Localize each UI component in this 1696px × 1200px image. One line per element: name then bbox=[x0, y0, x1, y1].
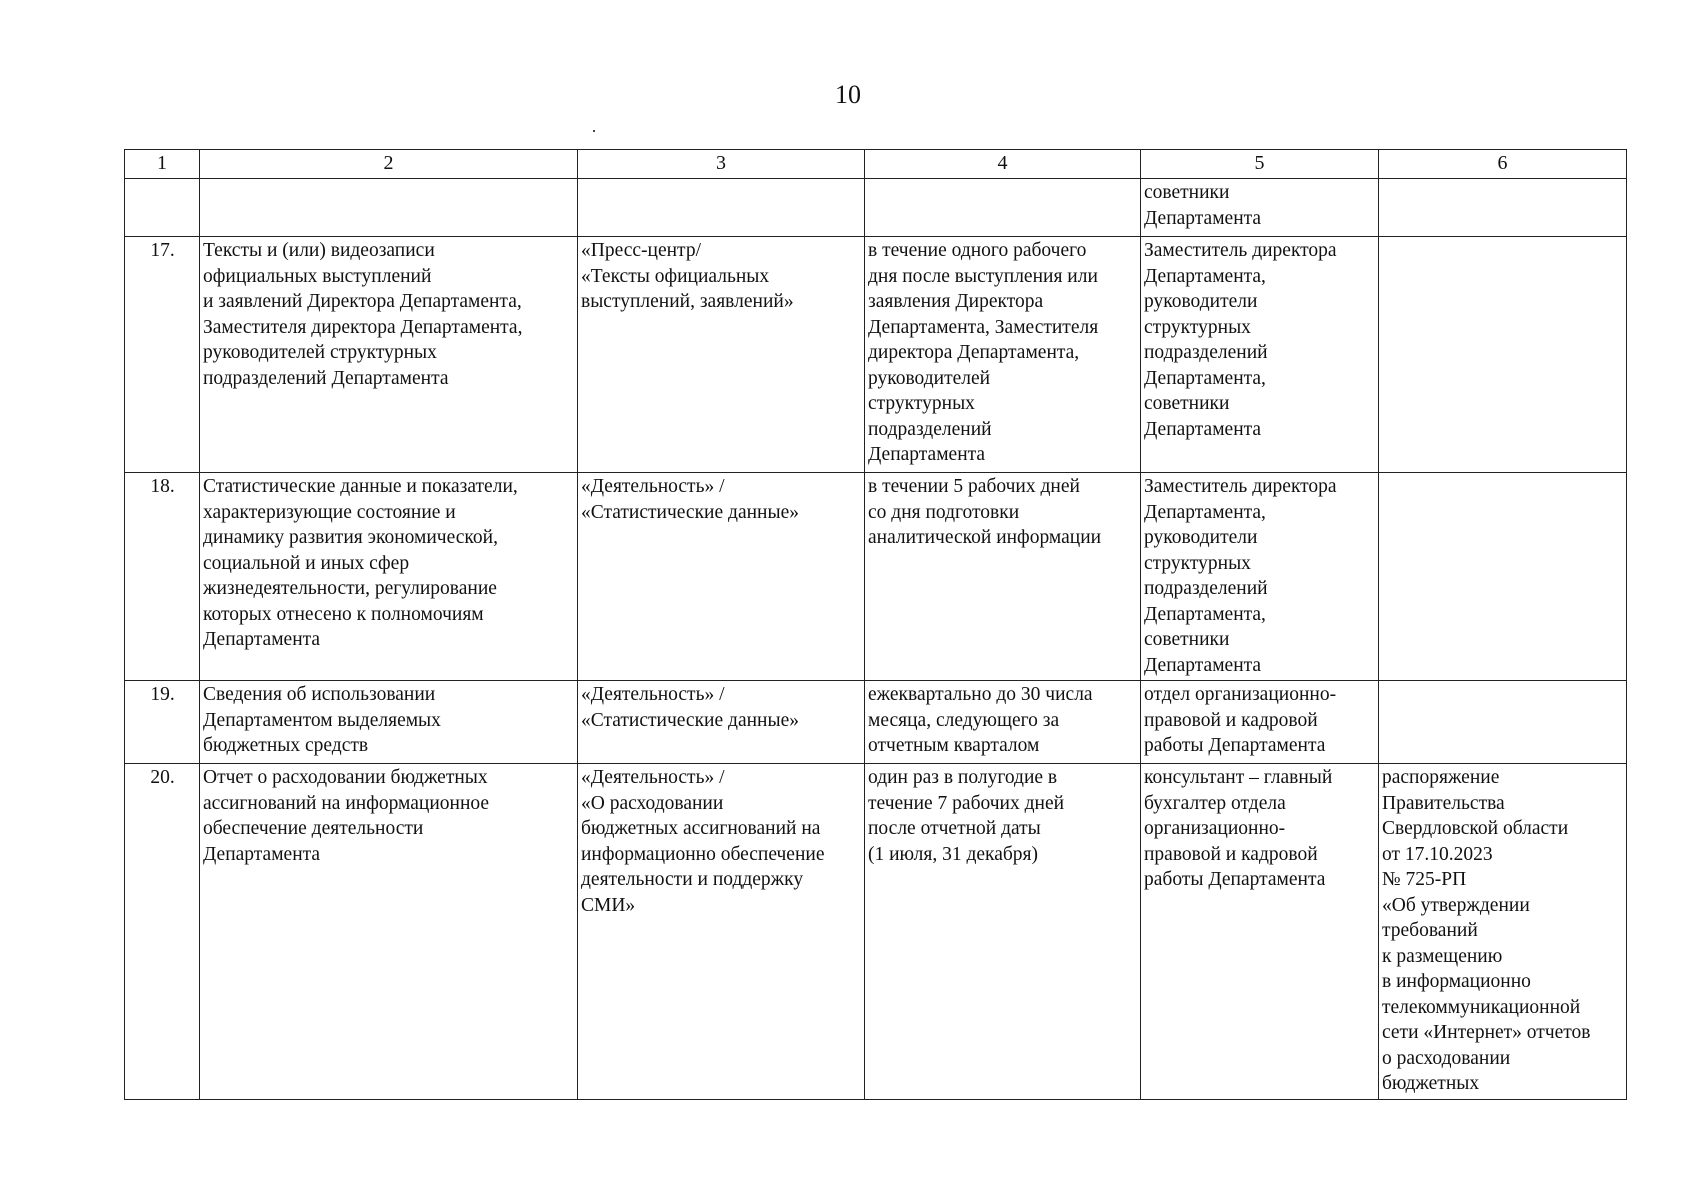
column-header-2: 2 bbox=[200, 150, 578, 179]
scan-artifact-dot bbox=[593, 130, 595, 132]
legal-basis-cell: распоряжение Правительства Свердловской области от 17.10.2023 № 725-РП «Об утверждении требований к размещению в информационно телекоммуникационной сети «Интернет» отчетов о расходовании бюджетных bbox=[1379, 764, 1627, 1100]
table-row bbox=[125, 764, 1627, 1100]
responsible-unit-cell: консультант – главный бухгалтер отдела организационно- правовой и кадровой работы Департамента bbox=[1141, 764, 1379, 1100]
row-number-cell: 18. bbox=[125, 473, 200, 681]
legal-basis-cell bbox=[1379, 681, 1627, 764]
information-content-cell bbox=[200, 179, 578, 237]
information-content-cell: Тексты и (или) видеозаписи официальных выступлений и заявлений Директора Департамента, Заместителя директора Департамента, руководителей структурных подразделений Департамента bbox=[200, 237, 578, 473]
legal-basis-cell bbox=[1379, 473, 1627, 681]
site-section-cell: «Деятельность» / «Статистические данные» bbox=[578, 473, 865, 681]
row-number-cell: 17. bbox=[125, 237, 200, 473]
site-section-cell bbox=[578, 179, 865, 237]
posting-deadline-cell bbox=[865, 179, 1141, 237]
responsible-unit-cell: отдел организационно- правовой и кадровой работы Департамента bbox=[1141, 681, 1379, 764]
information-content-cell: Отчет о расходовании бюджетных ассигнований на информационное обеспечение деятельности Департамента bbox=[200, 764, 578, 1100]
responsible-unit-cell: Заместитель директора Департамента, руководители структурных подразделений Департамента, советники Департамента bbox=[1141, 237, 1379, 473]
column-header-3: 3 bbox=[578, 150, 865, 179]
row-number-cell: 19. bbox=[125, 681, 200, 764]
column-header-5: 5 bbox=[1141, 150, 1379, 179]
column-header-6: 6 bbox=[1379, 150, 1627, 179]
legal-basis-cell bbox=[1379, 237, 1627, 473]
row-number-cell: 20. bbox=[125, 764, 200, 1100]
information-table bbox=[124, 149, 1627, 1100]
column-header-1: 1 bbox=[125, 150, 200, 179]
table-row bbox=[125, 237, 1627, 473]
posting-deadline-cell: в течение одного рабочего дня после выступления или заявления Директора Департамента, Заместителя директора Департамента, руководителей структурных подразделений Департамента bbox=[865, 237, 1141, 473]
row-number-cell bbox=[125, 179, 200, 237]
posting-deadline-cell: в течении 5 рабочих дней со дня подготовки аналитической информации bbox=[865, 473, 1141, 681]
posting-deadline-cell: один раз в полугодие в течение 7 рабочих дней после отчетной даты (1 июля, 31 декабря) bbox=[865, 764, 1141, 1100]
column-number-header-row bbox=[125, 150, 1627, 179]
page-number: 10 bbox=[835, 80, 861, 109]
information-content-cell: Статистические данные и показатели, характеризующие состояние и динамику развития экономической, социальной и иных сфер жизнедеятельности, регулирование которых отнесено к полномочиям Департамента bbox=[200, 473, 578, 681]
site-section-cell: «Пресс-центр/ «Тексты официальных выступлений, заявлений» bbox=[578, 237, 865, 473]
information-content-cell: Сведения об использовании Департаментом выделяемых бюджетных средств bbox=[200, 681, 578, 764]
posting-deadline-cell: ежеквартально до 30 числа месяца, следующего за отчетным кварталом bbox=[865, 681, 1141, 764]
table-row bbox=[125, 473, 1627, 681]
legal-basis-cell bbox=[1379, 179, 1627, 237]
site-section-cell: «Деятельность» / «Статистические данные» bbox=[578, 681, 865, 764]
responsible-unit-cell: Заместитель директора Департамента, руководители структурных подразделений Департамента, советники Департамента bbox=[1141, 473, 1379, 681]
responsible-unit-cell: советники Департамента bbox=[1141, 179, 1379, 237]
table-row bbox=[125, 179, 1627, 237]
site-section-cell: «Деятельность» / «О расходовании бюджетных ассигнований на информационно обеспечение деятельности и поддержку СМИ» bbox=[578, 764, 865, 1100]
column-header-4: 4 bbox=[865, 150, 1141, 179]
table-row bbox=[125, 681, 1627, 764]
